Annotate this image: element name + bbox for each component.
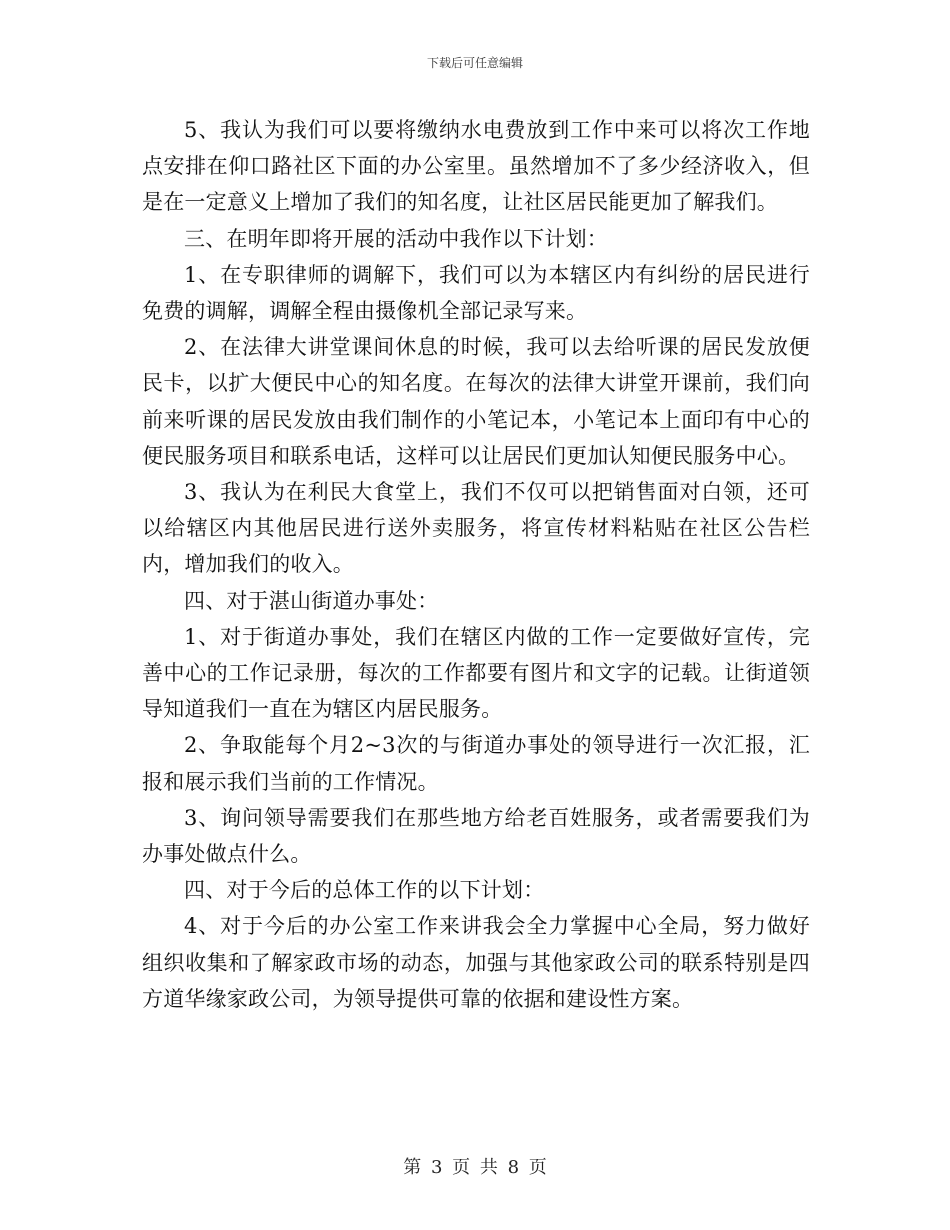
- paragraph-item-3-inquiry: 3、询问领导需要我们在那些地方给老百姓服务，或者需要我们为办事处做点什么。: [142, 805, 810, 867]
- paragraph-item-1-mediation: 1、在专职律师的调解下，我们可以为本辖区内有纠纷的居民进行免费的调解，调解全程由摄像机全部记录写来。: [142, 262, 810, 324]
- paragraph-item-2-law-lecture: 2、在法律大讲堂课间休息的时候，我可以去给听课的居民发放便民卡，以扩大便民中心的知名度。在每次的法律大讲堂开课前，我们向前来听课的居民发放由我们制作的小笔记本，小笔记本上面印有中心的便民服务项目和联系电话，这样可以让居民们更加认知便民服务中心。: [142, 335, 810, 468]
- paragraph-item-4-office-work: 4、对于今后的办公室工作来讲我会全力掌握中心全局，努力做好组织收集和了解家政市场的动态，加强与其他家政公司的联系特别是四方道华缘家政公司，为领导提供可靠的依据和建设性方案。: [142, 914, 810, 1011]
- paragraph-item-2-reporting: 2、争取能每个月2~3次的与街道办事处的领导进行一次汇报，汇报和展示我们当前的工作情况。: [142, 733, 810, 794]
- page-header: 下载后可任意编辑: [426, 56, 523, 70]
- section-heading-overall-plan: 四、对于今后的总体工作的以下计划：: [184, 878, 545, 903]
- paragraph-item-1-publicity: 1、对于街道办事处，我们在辖区内做的工作一定要做好宣传，完善中心的工作记录册，每次的工作都要有图片和文字的记载。让街道领导知道我们一直在为辖区内居民服务。: [142, 624, 810, 722]
- document-body: [142, 112, 810, 1017]
- paragraph-item-3-canteen: 3、我认为在利民大食堂上，我们不仅可以把销售面对白领，还可以给辖区内其他居民进行送外卖服务，将宣传材料粘贴在社区公告栏内，增加我们的收入。: [142, 480, 810, 577]
- paragraph-item-5-utilities: 5、我认为我们可以要将缴纳水电费放到工作中来可以将次工作地点安排在仰口路社区下面的办公室里。虽然增加不了多少经济收入，但是在一定意义上增加了我们的知名度，让社区居民能更加了解我们。: [142, 118, 810, 215]
- page-number-footer: 第 3 页 共 8 页: [403, 1157, 547, 1178]
- section-heading-street-office: 四、对于湛山街道办事处：: [184, 588, 439, 613]
- section-heading-next-year-plan: 三、在明年即将开展的活动中我作以下计划：: [184, 226, 608, 251]
